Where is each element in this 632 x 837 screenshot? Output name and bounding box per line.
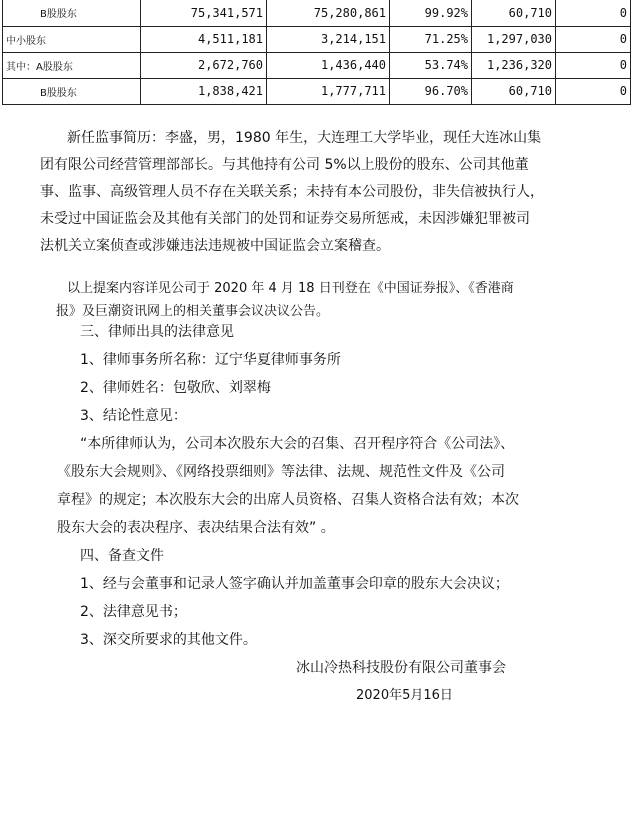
agree-shares-cell: 75,280,861 (267, 0, 390, 26)
total-shares-cell: 1,838,421 (141, 78, 267, 104)
against-shares-cell: 60,710 (472, 0, 556, 26)
legal-opinion-line: 章程》的规定；本次股东大会的出席人员资格、召集人资格合法有效；本次 (57, 492, 519, 508)
signature-company: 冰山冷热科技股份有限公司董事会 (296, 660, 506, 676)
vote-results-table (2, 0, 631, 105)
lawyer-conclusion-label: 3、结论性意见： (80, 408, 187, 424)
abstain-shares-cell: 0 (556, 0, 631, 26)
total-shares-cell: 75,341,571 (141, 0, 267, 26)
lawyer-heading: 三、律师出具的法律意见 (80, 324, 234, 340)
bio-line: 法机关立案侦查或涉嫌违法违规被中国证监会立案稽查。 (40, 238, 390, 254)
announcement-line: 报》及巨潮资讯网上的相关董事会议决议公告。 (56, 304, 330, 319)
agree-shares-cell: 1,436,440 (267, 52, 390, 78)
document-item: 1、经与会董事和记录人签字确认并加盖董事会印章的股东大会决议； (80, 576, 509, 592)
legal-opinion-line: “本所律师认为，公司本次股东大会的召集、召开程序符合《公司法》、 (80, 436, 515, 452)
documents-heading: 四、备查文件 (80, 548, 164, 564)
against-shares-cell: 1,297,030 (472, 26, 556, 52)
signature-date: 2020年5月16日 (356, 688, 453, 703)
table-row (3, 52, 631, 78)
bio-line: 事、监事、高级管理人员不存在关联关系；未持有本公司股份，非失信被执行人， (40, 184, 544, 200)
announcement-line: 以上提案内容详见公司于 2020 年 4 月 18 日刊登在《中国证券报》、《香港商 (67, 281, 514, 296)
document-item: 3、深交所要求的其他文件。 (80, 632, 257, 648)
bio-line: 新任监事简历：李盛，男，1980 年生，大连理工大学毕业，现任大连冰山集 (67, 130, 542, 146)
total-shares-cell: 2,672,760 (141, 52, 267, 78)
abstain-shares-cell: 0 (556, 52, 631, 78)
table-row (3, 0, 631, 26)
against-shares-cell: 60,710 (472, 78, 556, 104)
shareholder-type-cell: 其中：A股股东 (3, 52, 141, 78)
agree-percent-cell: 99.92% (390, 0, 472, 26)
shareholder-type-cell: B股股东 (3, 78, 141, 104)
document-item: 2、法律意见书； (80, 604, 187, 620)
total-shares-cell: 4,511,181 (141, 26, 267, 52)
legal-opinion-line: 股东大会的表决程序、表决结果合法有效” 。 (57, 520, 335, 536)
bio-line: 未受过中国证监会及其他有关部门的处罚和证券交易所惩戒，未因涉嫌犯罪被司 (40, 211, 530, 227)
bio-line: 团有限公司经营管理部部长。与其他持有公司 5%以上股份的股东、公司其他董 (40, 157, 529, 173)
agree-percent-cell: 53.74% (390, 52, 472, 78)
lawyer-names: 2、律师姓名：包敬欣、刘翠梅 (80, 380, 271, 396)
abstain-shares-cell: 0 (556, 78, 631, 104)
lawyer-firm: 1、律师事务所名称：辽宁华夏律师事务所 (80, 352, 341, 368)
agree-percent-cell: 96.70% (390, 78, 472, 104)
shareholder-type-cell: 中小股东 (3, 26, 141, 52)
agree-shares-cell: 1,777,711 (267, 78, 390, 104)
table-row (3, 26, 631, 52)
legal-opinion-line: 《股东大会规则》、《网络投票细则》等法律、法规、规范性文件及《公司 (57, 464, 505, 480)
against-shares-cell: 1,236,320 (472, 52, 556, 78)
table-row (3, 78, 631, 104)
abstain-shares-cell: 0 (556, 26, 631, 52)
agree-shares-cell: 3,214,151 (267, 26, 390, 52)
agree-percent-cell: 71.25% (390, 26, 472, 52)
shareholder-type-cell: B股股东 (3, 0, 141, 26)
